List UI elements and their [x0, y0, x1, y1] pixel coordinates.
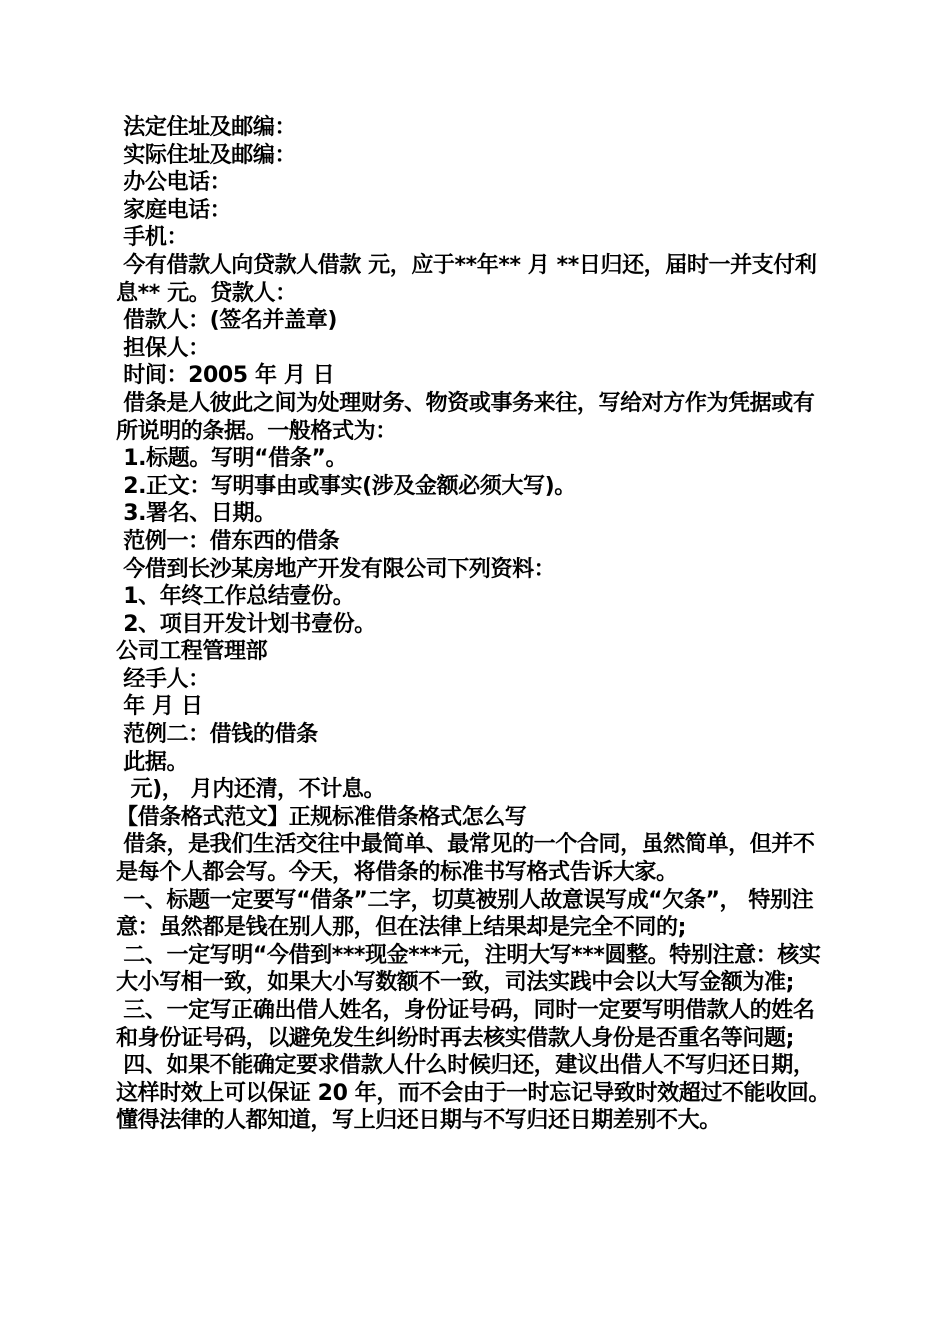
- actual-address-line: 实际住址及邮编：: [116, 142, 297, 168]
- example-2-closing: 此据。: [116, 749, 189, 775]
- example-1-body: 今借到长沙某房地产开发有限公司下列资料：: [116, 556, 556, 582]
- format-item-3: 3.署名、日期。: [116, 501, 276, 527]
- iou-definition-paragraph: 借条是人彼此之间为处理财务、物资或事务来往，写给对方作为凭据或有所说明的条据。一般格式为：: [116, 390, 815, 444]
- example-1-item-2: 2、项目开发计划书壹份。: [116, 611, 376, 637]
- handler-line: 经手人：: [116, 666, 210, 692]
- mobile-line: 手机：: [116, 225, 189, 251]
- department-line: 公司工程管理部: [116, 639, 268, 665]
- format-item-2: 2.正文：写明事由或事实(涉及金额必须大写)。: [116, 473, 576, 499]
- home-phone-line: 家庭电话：: [116, 197, 232, 223]
- format-item-1: 1.标题。写明“借条”。: [116, 446, 348, 472]
- guarantor-line: 担保人：: [116, 335, 210, 361]
- example-1-heading: 范例一：借东西的借条: [116, 528, 340, 554]
- article-point-1: 一、标题一定要写“借条”二字，切莫被别人故意误写成“欠条”， 特别注意：虽然都是钱在别人那，但在法律上结果却是完全不同的;: [116, 887, 814, 941]
- example-2-repayment-line: 元)， 月内还清，不计息。: [116, 777, 386, 803]
- article-title: 【借条格式范文】正规标准借条格式怎么写: [116, 804, 527, 830]
- office-phone-line: 办公电话：: [116, 170, 232, 196]
- borrower-line: 借款人：(签名并盖章): [116, 308, 337, 334]
- loan-statement-paragraph: 今有借款人向贷款人借款 元，应于**年** 月 **日归还，届时一并支付利息** 元。贷款人：: [116, 252, 817, 306]
- example-1-date-line: 年 月 日: [116, 694, 203, 720]
- example-1-item-1: 1、年终工作总结壹份。: [116, 584, 355, 610]
- date-line: 时间：2005 年 月 日: [116, 363, 335, 389]
- document-page: [116, 114, 836, 1135]
- article-intro-paragraph: 借条，是我们生活交往中最简单、最常见的一个合同，虽然简单，但并不是每个人都会写。今天，将借条的标准书写格式告诉大家。: [116, 832, 815, 886]
- article-point-3: 三、一定写正确出借人姓名，身份证号码，同时一定要写明借款人的姓名和身份证号码，以避免发生纠纷时再去核实借款人身份是否重名等问题;: [116, 998, 815, 1051]
- legal-address-line: 法定住址及邮编：: [116, 115, 297, 140]
- article-point-2: 二、一定写明“今借到***现金***元，注明大写***圆整。特别注意：核实大小写相一致，如果大小写数额不一致，司法实践中会以大写金额为准;: [116, 942, 821, 996]
- article-point-4: 四、如果不能确定要求借款人什么时候归还，建议出借人不写归还日期，这样时效上可以保证 20 年，而不会由于一时忘记导致时效超过不能收回。懂得法律的人都知道，写上归还日期与不写归还日期差别不大。: [116, 1053, 830, 1134]
- example-2-heading: 范例二：借钱的借条: [116, 722, 318, 748]
